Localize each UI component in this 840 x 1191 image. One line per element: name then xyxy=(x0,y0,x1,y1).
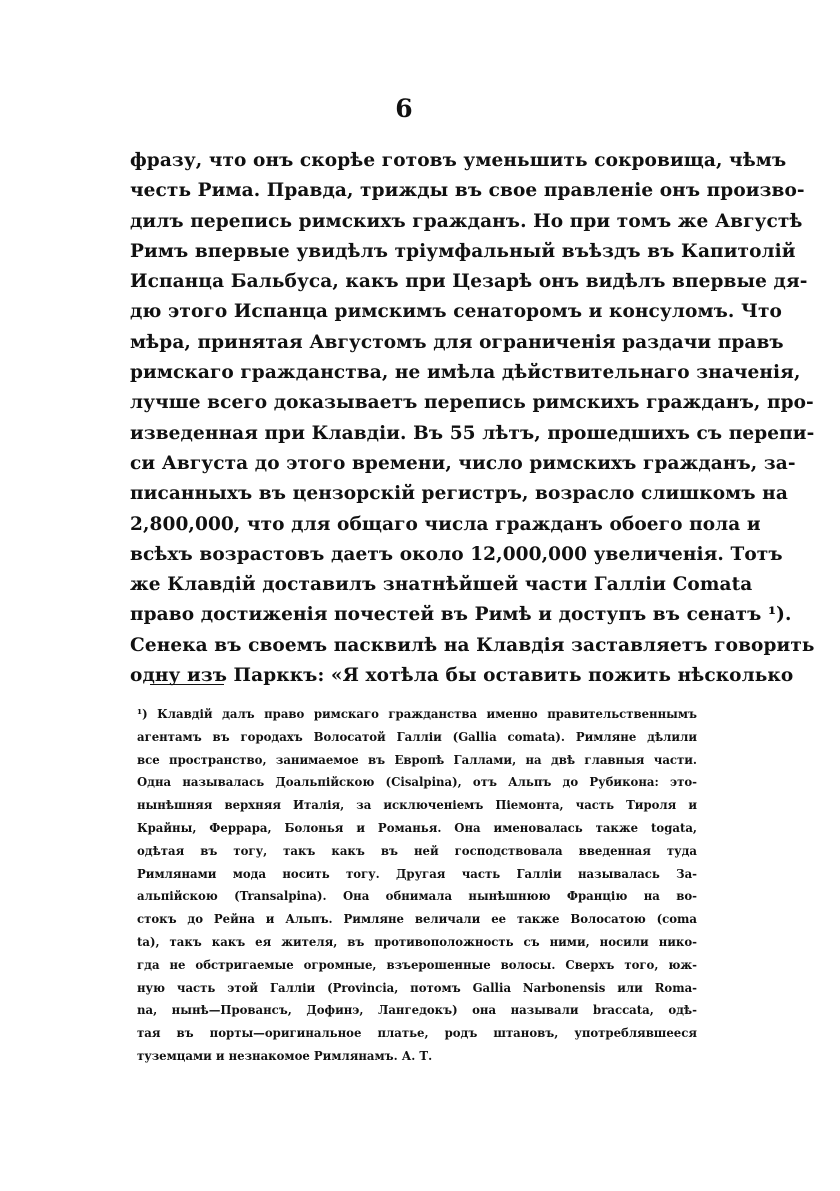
main-text-line: 2,800,000, что для общаго числа гражданъ обоего пола и xyxy=(130,513,761,535)
footnote xyxy=(137,703,697,1068)
footnote-divider xyxy=(150,684,224,685)
footnote-line: альпійскою (Transalpina). Она обнимала нынѣшнюю Францію на во- xyxy=(137,889,697,904)
footnote-line: гда не обстригаемые огромные, взъерошенные волосы. Сверхъ того, юж- xyxy=(137,957,697,972)
main-text-line: изведенная при Клавдіи. Въ 55 лѣтъ, прошедшихъ съ перепи- xyxy=(130,422,815,444)
footnote-line: Крайны, Феррара, Болонья и Романья. Она именовалась также togata, xyxy=(137,820,697,835)
main-text-line: лучше всего доказываетъ перепись римскихъ гражданъ, про- xyxy=(130,392,814,414)
footnote-line: ta), такъ какъ ея жителя, въ противоположность съ ними, носили нико- xyxy=(137,934,697,949)
main-text-line: римскаго гражданства, не имѣла дѣйствительнаго значенія, xyxy=(130,362,801,384)
main-text-line: одну изъ Парккъ: «Я хотѣла бы оставить пожить нѣсколько xyxy=(130,665,794,687)
footnote-line: тая въ порты—оригинальное платье, родъ штановъ, употреблявшееся xyxy=(137,1026,697,1041)
main-text-line: мѣра, принятая Августомъ для ограниченія раздачи правъ xyxy=(130,331,784,353)
main-text-line: си Августа до этого времени, число римскихъ гражданъ, за- xyxy=(130,452,796,474)
footnote-line: все пространство, занимаемое въ Европѣ Галлами, на двѣ главныя части. xyxy=(137,752,697,767)
footnote-line: Римлянами мода носить тогу. Другая часть Галліи называлась За- xyxy=(137,866,697,881)
main-text-line: Сенека въ своемъ пасквилѣ на Клавдія заставляетъ говорить xyxy=(130,634,815,656)
footnote-line: ную часть этой Галліи (Provincia, потомъ Gallia Narbonensis или Roma- xyxy=(137,980,697,995)
footnote-line: стокъ до Рейна и Альпъ. Римляне величали ее также Волосатою (coma xyxy=(137,912,697,927)
footnote-line: туземцами и незнакомое Римлянамъ. А. Т. xyxy=(137,1048,433,1063)
main-text xyxy=(130,146,815,691)
main-text-line: писанныхъ въ цензорскій регистръ, возрасло слишкомъ на xyxy=(130,483,788,505)
footnote-line: нынѣшняя верхняя Италія, за исключеніемъ Піемонта, часть Тироля и xyxy=(137,798,697,813)
main-text-line: всѣхъ возрастовъ даетъ около 12,000,000 увеличенія. Тотъ xyxy=(130,543,783,565)
main-text-line: честь Рима. Правда, трижды въ свое правленіе онъ произво- xyxy=(130,180,805,202)
page-number: 6 xyxy=(395,94,413,123)
main-text-line: Испанца Бальбуса, какъ при Цезарѣ онъ видѣлъ впервые дя- xyxy=(130,271,808,293)
main-text-line: право достиженія почестей въ Римѣ и доступъ въ сенатъ ¹). xyxy=(130,604,792,626)
footnote-line: na, нынѣ—Провансъ, Дофинэ, Лангедокъ) она называли braccata, одѣ- xyxy=(137,1003,697,1018)
main-text-line: дилъ перепись римскихъ гражданъ. Но при томъ же Августѣ xyxy=(130,210,803,232)
main-text-line: же Клавдій доставилъ знатнѣйшей части Галліи Comata xyxy=(130,574,753,596)
footnote-line: ¹) Клавдій далъ право римскаго гражданства именно правительственнымъ xyxy=(137,707,697,721)
main-text-line: Римъ впервые увидѣлъ тріумфальный въѣздъ въ Капитолій xyxy=(130,240,796,262)
footnote-line: Одна называлась Доальпійскою (Cisalpina), отъ Альпъ до Рубикона: это- xyxy=(137,775,697,790)
footnote-line: одѣтая въ тогу, такъ какъ въ ней господствовала введенная туда xyxy=(137,843,697,858)
footnote-line: агентамъ въ городахъ Волосатой Галліи (Gallia comata). Римляне дѣлили xyxy=(137,729,697,744)
main-text-line: фразу, что онъ скорѣе готовъ уменьшить сокровища, чѣмъ xyxy=(130,150,787,171)
main-text-line: дю этого Испанца римскимъ сенаторомъ и консуломъ. Что xyxy=(130,301,782,323)
